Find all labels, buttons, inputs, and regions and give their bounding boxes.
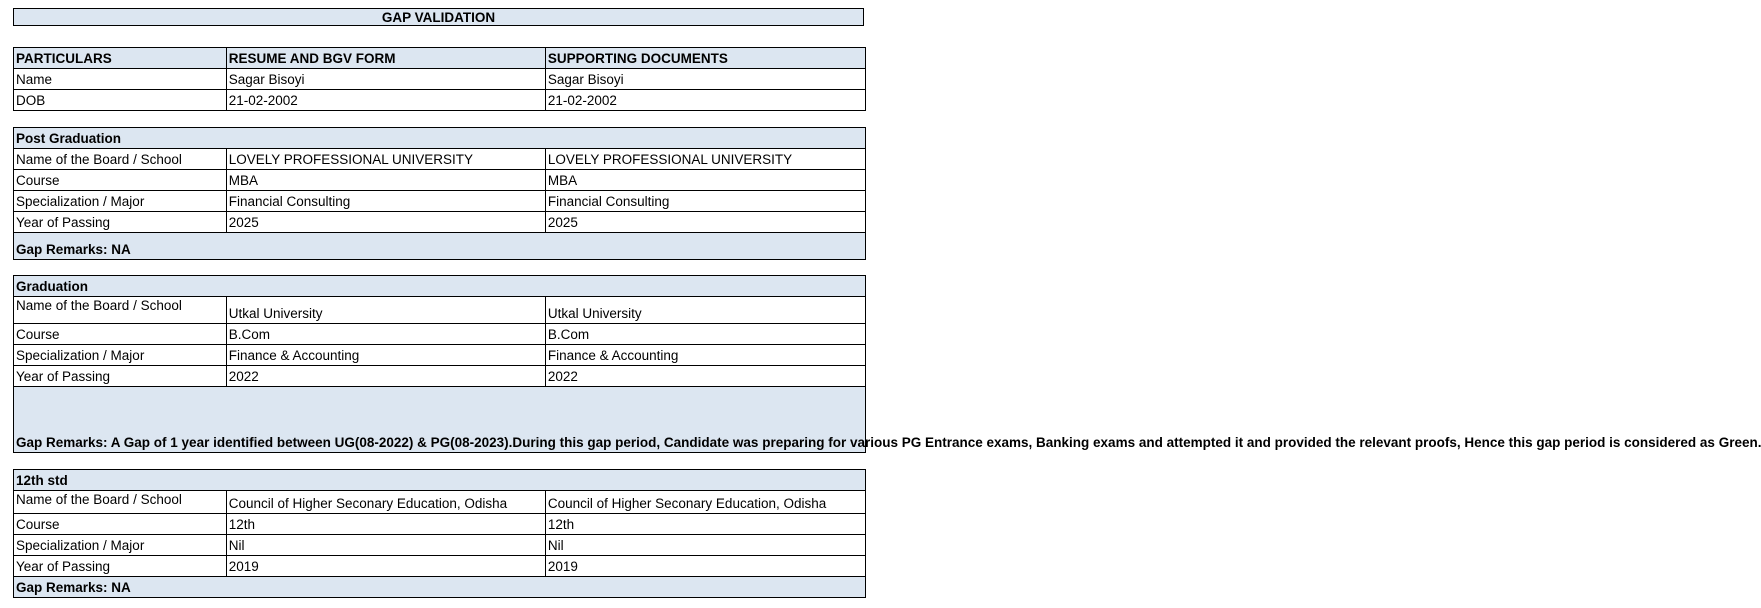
table-row xyxy=(14,191,866,212)
table-row xyxy=(14,366,866,387)
row-label: Specialization / Major xyxy=(14,345,227,366)
table-row xyxy=(14,90,866,111)
row-label: DOB xyxy=(14,90,227,111)
row-label: Specialization / Major xyxy=(14,535,227,556)
row-resume-value: Finance & Accounting xyxy=(226,345,545,366)
row-label: Year of Passing xyxy=(14,212,227,233)
row-label: Year of Passing xyxy=(14,366,227,387)
post-graduation-table xyxy=(13,127,866,260)
row-docs-value: 2025 xyxy=(545,212,865,233)
row-docs-value: Utkal University xyxy=(545,297,865,324)
row-docs-value: 12th xyxy=(545,514,865,535)
row-resume-value: Council of Higher Seconary Education, Odisha xyxy=(226,491,545,514)
gap-remarks-row xyxy=(14,233,866,260)
twelfth-section xyxy=(13,469,866,598)
table-row xyxy=(14,345,866,366)
section-heading: Graduation xyxy=(14,276,866,297)
row-resume-value: Financial Consulting xyxy=(226,191,545,212)
row-docs-value: Council of Higher Seconary Education, Odisha xyxy=(545,491,865,514)
table-row xyxy=(14,212,866,233)
table-row xyxy=(14,556,866,577)
row-resume-value: B.Com xyxy=(226,324,545,345)
section-heading-row xyxy=(14,128,866,149)
table-row xyxy=(14,535,866,556)
row-resume-value: 12th xyxy=(226,514,545,535)
gap-remarks-row xyxy=(14,387,866,453)
row-docs-value: 2019 xyxy=(545,556,865,577)
page-title: GAP VALIDATION xyxy=(13,8,864,26)
gap-remarks: Gap Remarks: A Gap of 1 year identified between UG(08-2022) & PG(08-2023).During this gap period, Candidate was preparing for various PG Entrance exams, Banking exams and attempted it and provided the relevant proofs, Hence this gap period is considered as Green. xyxy=(14,387,866,453)
table-row xyxy=(14,297,866,324)
row-docs-value: MBA xyxy=(545,170,865,191)
header-particulars: PARTICULARS xyxy=(14,48,227,69)
section-heading-row xyxy=(14,470,866,491)
row-docs-value: 21-02-2002 xyxy=(545,90,865,111)
post-graduation-section xyxy=(13,127,866,260)
row-docs-value: Nil xyxy=(545,535,865,556)
table-row xyxy=(14,69,866,90)
table-row xyxy=(14,170,866,191)
row-docs-value: LOVELY PROFESSIONAL UNIVERSITY xyxy=(545,149,865,170)
row-label: Year of Passing xyxy=(14,556,227,577)
table-row xyxy=(14,491,866,514)
row-docs-value: B.Com xyxy=(545,324,865,345)
row-docs-value: 2022 xyxy=(545,366,865,387)
section-heading: Post Graduation xyxy=(14,128,866,149)
row-label: Course xyxy=(14,170,227,191)
table-row xyxy=(14,324,866,345)
row-docs-value: Sagar Bisoyi xyxy=(545,69,865,90)
table-row xyxy=(14,149,866,170)
row-resume-value: LOVELY PROFESSIONAL UNIVERSITY xyxy=(226,149,545,170)
particulars-table xyxy=(13,47,866,111)
row-docs-value: Finance & Accounting xyxy=(545,345,865,366)
row-label: Name xyxy=(14,69,227,90)
header-row xyxy=(14,48,866,69)
row-resume-value: 2022 xyxy=(226,366,545,387)
header-resume: RESUME AND BGV FORM xyxy=(226,48,545,69)
section-heading-row xyxy=(14,276,866,297)
row-label: Name of the Board / School xyxy=(14,491,227,514)
row-label: Name of the Board / School xyxy=(14,149,227,170)
row-resume-value: Nil xyxy=(226,535,545,556)
graduation-table xyxy=(13,275,1761,453)
gap-remarks: Gap Remarks: NA xyxy=(14,577,866,598)
twelfth-table xyxy=(13,469,866,598)
table-row xyxy=(14,514,866,535)
header-docs: SUPPORTING DOCUMENTS xyxy=(545,48,865,69)
row-resume-value: 21-02-2002 xyxy=(226,90,545,111)
row-label: Course xyxy=(14,514,227,535)
row-resume-value: Sagar Bisoyi xyxy=(226,69,545,90)
row-resume-value: MBA xyxy=(226,170,545,191)
graduation-section xyxy=(13,275,1761,453)
row-resume-value: Utkal University xyxy=(226,297,545,324)
gap-remarks: Gap Remarks: NA xyxy=(14,233,866,260)
row-label: Specialization / Major xyxy=(14,191,227,212)
row-docs-value: Financial Consulting xyxy=(545,191,865,212)
gap-remarks-row xyxy=(14,577,866,598)
section-heading: 12th std xyxy=(14,470,866,491)
row-resume-value: 2019 xyxy=(226,556,545,577)
row-resume-value: 2025 xyxy=(226,212,545,233)
row-label: Name of the Board / School xyxy=(14,297,227,324)
particulars-section xyxy=(13,47,866,111)
row-label: Course xyxy=(14,324,227,345)
